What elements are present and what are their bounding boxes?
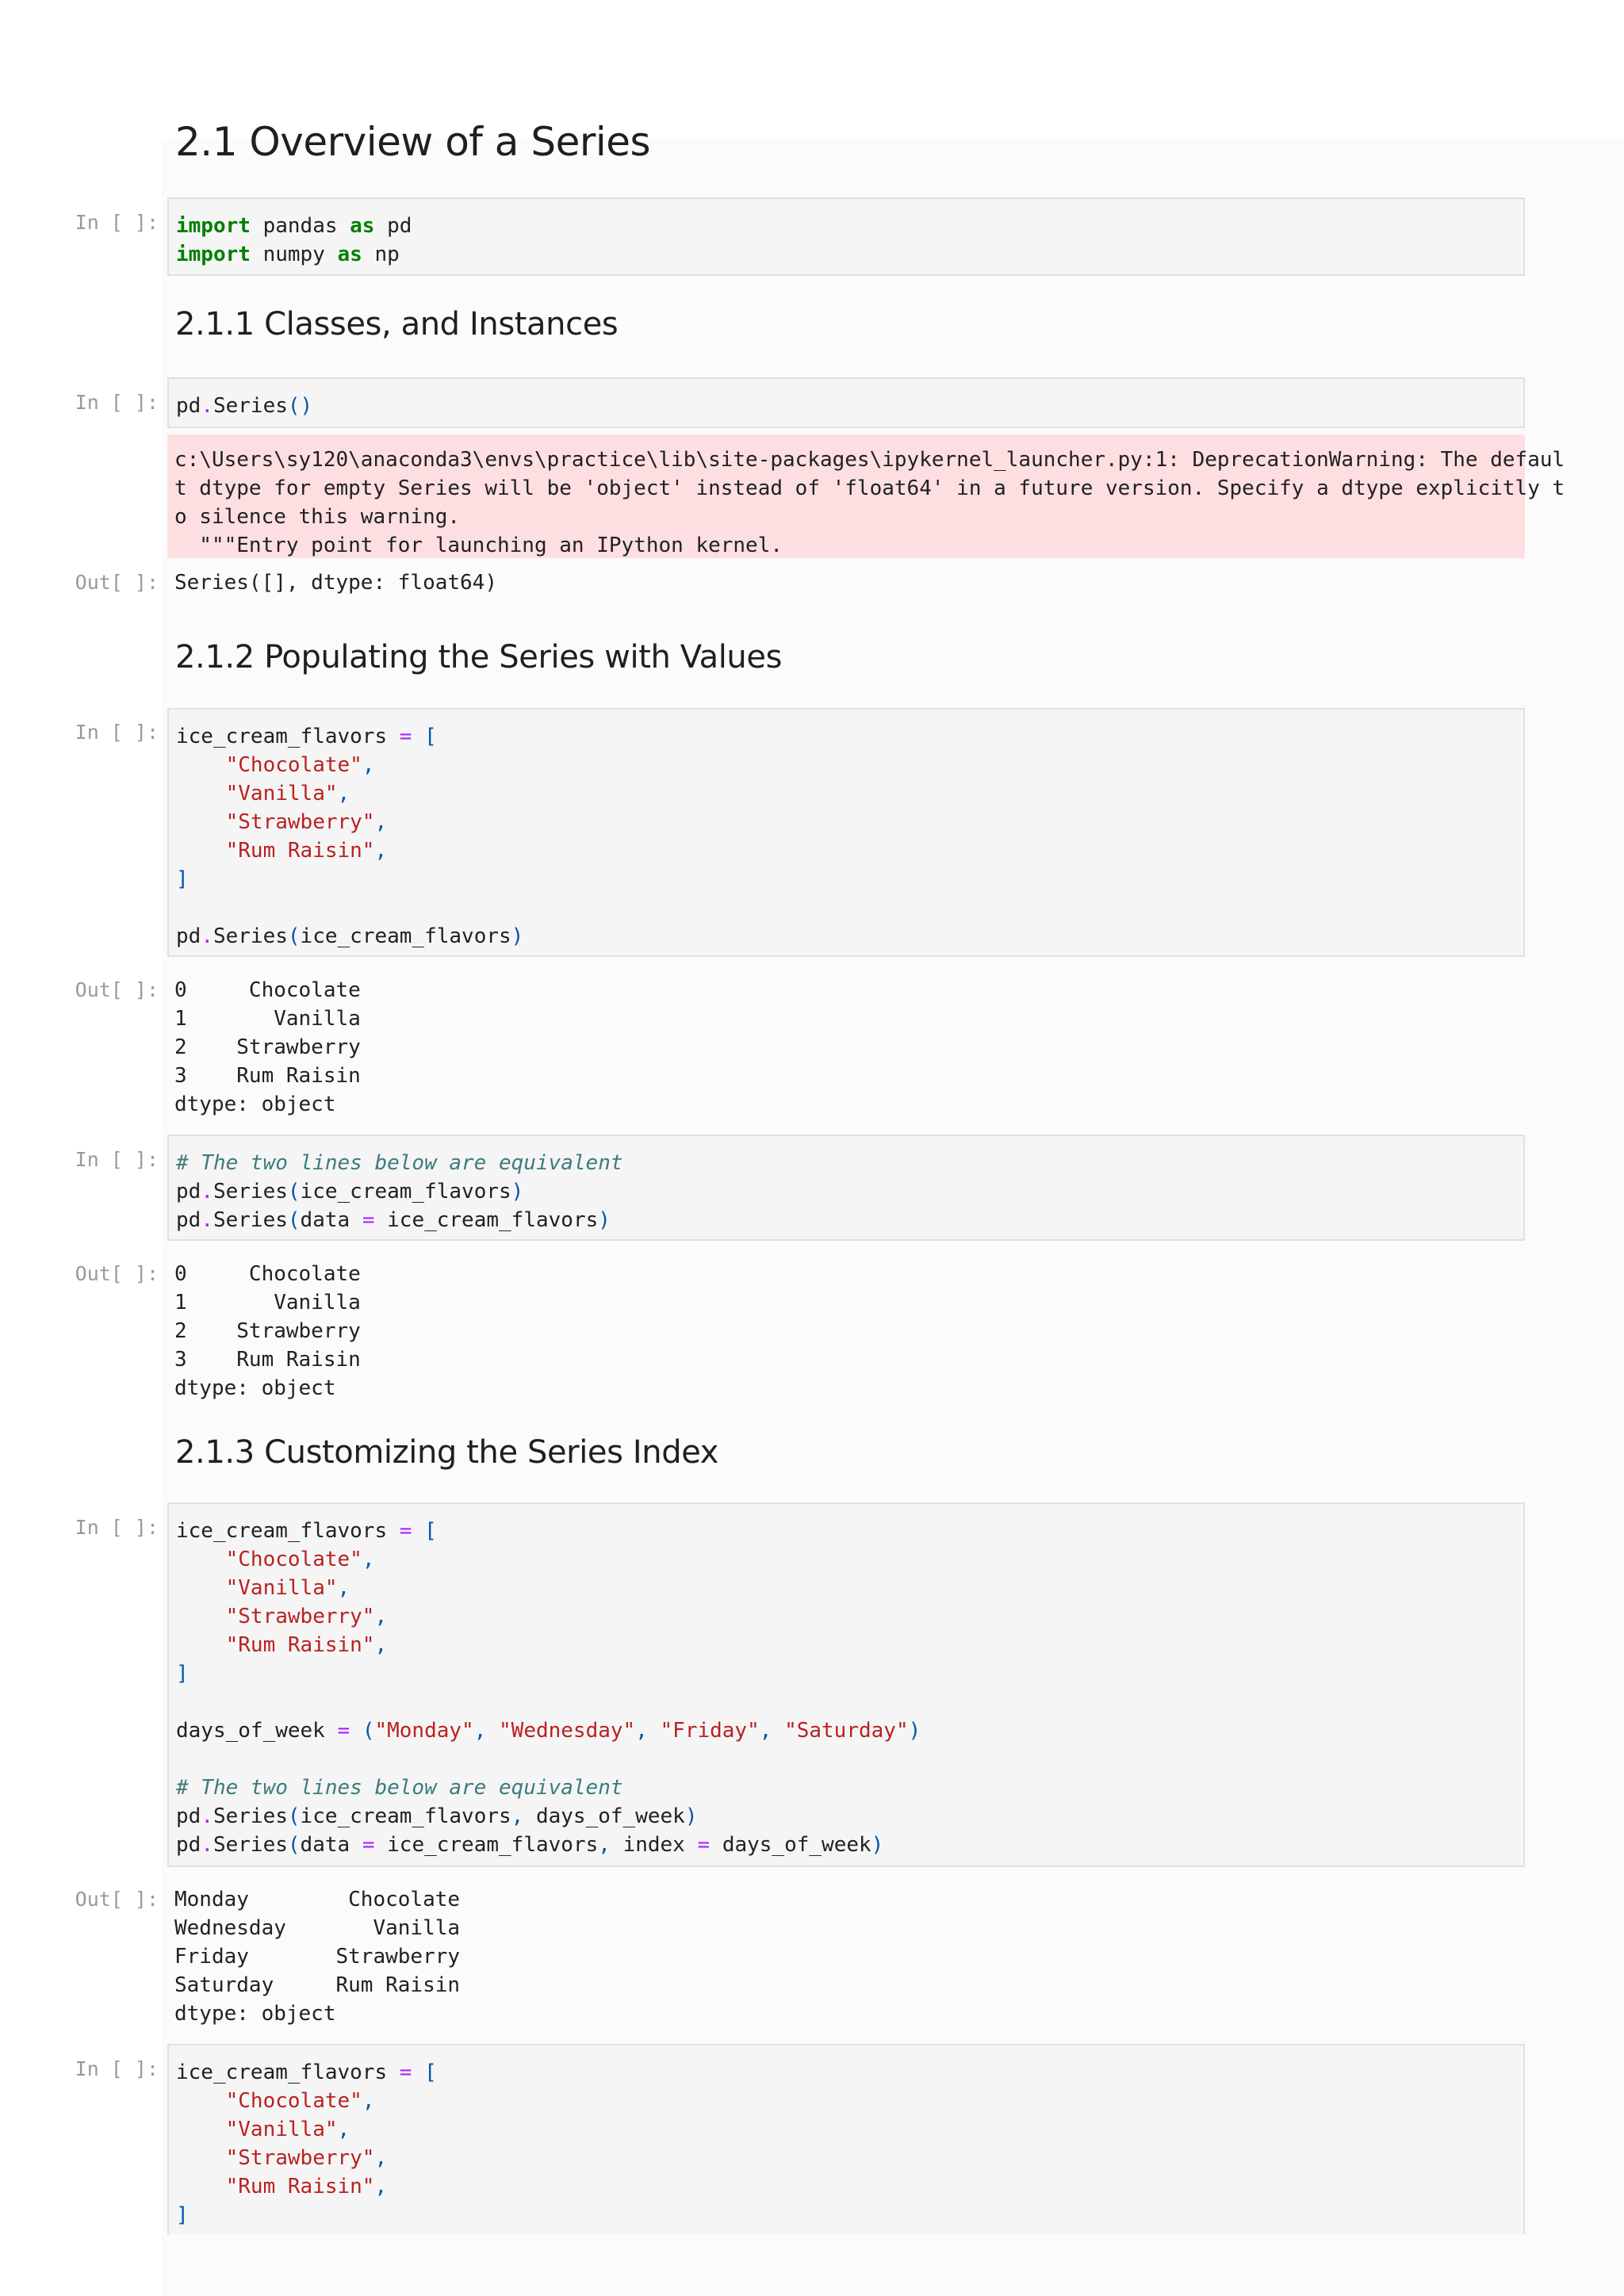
cell-output: [174, 976, 361, 1119]
code-token: ,: [374, 1633, 388, 1657]
code-token: as: [337, 243, 362, 266]
code-string: "Friday": [660, 1719, 760, 1743]
code-token: =: [337, 1719, 350, 1743]
output-prompt: Out[ ]:: [75, 1888, 159, 1911]
output-line: dtype: object: [174, 1376, 336, 1400]
code-token: (: [287, 924, 301, 948]
code-token: =: [399, 2061, 412, 2084]
code-token: ice_cream_flavors: [300, 924, 511, 948]
code-token: ,: [759, 1719, 772, 1743]
code-string: "Vanilla": [225, 782, 338, 806]
code-token: ,: [337, 2118, 350, 2141]
code-token: ,: [374, 2175, 388, 2198]
code-token: ): [300, 394, 313, 418]
input-prompt: In [ ]:: [75, 391, 159, 414]
output-prompt: Out[ ]:: [75, 1262, 159, 1285]
stderr-line: t dtype for empty Series will be 'object' instead of 'float64' in a future version. Specify a dtype explicitly t: [174, 476, 1565, 500]
output-line: 1 Vanilla: [174, 1291, 361, 1314]
input-prompt: In [ ]:: [75, 1148, 159, 1171]
code-string: "Chocolate": [225, 1548, 362, 1571]
code-token: ,: [337, 782, 350, 806]
code-token: np: [374, 243, 400, 266]
code-token: pd: [176, 1833, 201, 1857]
code-token: numpy: [262, 243, 325, 266]
code-token: =: [399, 1519, 412, 1543]
code-token: Series: [213, 1180, 288, 1203]
code-token: ice_cream_flavors: [387, 1833, 599, 1857]
code-token: =: [697, 1833, 710, 1857]
output-line: 3 Rum Raisin: [174, 1348, 361, 1372]
code-string: "Wednesday": [499, 1719, 636, 1743]
code-string: "Monday": [374, 1719, 474, 1743]
code-token: pd: [176, 1804, 201, 1828]
subsection-title: 2.1.2 Populating the Series with Values: [175, 639, 783, 675]
code-token: pd: [387, 214, 412, 238]
output-line: Monday Chocolate: [174, 1888, 461, 1911]
output-line: 2 Strawberry: [174, 1035, 361, 1059]
code-token: ,: [362, 2089, 375, 2113]
code-token: ]: [176, 2203, 189, 2227]
code-string: "Saturday": [784, 1719, 909, 1743]
output-line: dtype: object: [174, 2002, 336, 2026]
code-editor[interactable]: [167, 377, 1525, 428]
output-line: Saturday Rum Raisin: [174, 1973, 461, 1997]
code-token: =: [399, 725, 412, 748]
code-token: (: [287, 394, 301, 418]
code-token: days_of_week: [176, 1719, 325, 1743]
cell-output: [174, 1260, 361, 1402]
code-token: ,: [473, 1719, 487, 1743]
input-prompt: In [ ]:: [75, 1516, 159, 1539]
code-string: "Rum Raisin": [225, 839, 375, 863]
code-token: Series: [213, 1804, 288, 1828]
code-token: ,: [511, 1804, 524, 1828]
code-string: "Rum Raisin": [225, 2175, 375, 2198]
code-token: (: [287, 1804, 301, 1828]
code-token: Series: [213, 394, 288, 418]
code-token: ): [908, 1719, 921, 1743]
code-token: (: [287, 1833, 301, 1857]
code-token: Series: [213, 924, 288, 948]
stderr-line: o silence this warning.: [174, 505, 461, 529]
code-token: .: [201, 1833, 213, 1857]
code-token: .: [201, 1208, 213, 1232]
code-token: Series: [213, 1208, 288, 1232]
code-comment: # The two lines below are equivalent: [176, 1776, 623, 1800]
code-token: .: [201, 1180, 213, 1203]
code-editor[interactable]: [167, 2044, 1525, 2234]
subsection-title: 2.1.1 Classes, and Instances: [175, 306, 619, 342]
code-token: ice_cream_flavors: [176, 2061, 388, 2084]
code-token: Series: [213, 1833, 288, 1857]
code-token: ]: [176, 867, 189, 891]
code-string: "Strawberry": [225, 2146, 375, 2170]
code-token: days_of_week: [535, 1804, 685, 1828]
code-token: pd: [176, 924, 201, 948]
input-prompt: In [ ]:: [75, 2057, 159, 2080]
code-token: ice_cream_flavors: [300, 1804, 511, 1828]
code-token: ,: [374, 1605, 388, 1628]
code-string: "Strawberry": [225, 810, 375, 834]
code-token: ): [598, 1208, 611, 1232]
output-line: dtype: object: [174, 1093, 336, 1116]
code-token: [: [424, 2061, 437, 2084]
code-token: import: [176, 243, 251, 266]
code-token: ): [511, 1180, 524, 1203]
output-line: 2 Strawberry: [174, 1319, 361, 1343]
input-prompt: In [ ]:: [75, 211, 159, 234]
output-line: Wednesday Vanilla: [174, 1916, 461, 1940]
code-editor[interactable]: [167, 197, 1525, 276]
code-token: pd: [176, 394, 201, 418]
code-string: "Vanilla": [225, 2118, 338, 2141]
output-prompt: Out[ ]:: [75, 571, 159, 594]
code-string: "Vanilla": [225, 1576, 338, 1600]
code-token: index: [622, 1833, 685, 1857]
code-token: ,: [374, 839, 388, 863]
code-token: ,: [362, 1548, 375, 1571]
code-token: .: [201, 394, 213, 418]
code-token: (: [287, 1208, 301, 1232]
cell-output: [174, 1885, 460, 2028]
stderr-line: c:\Users\sy120\anaconda3\envs\practice\lib\site-packages\ipykernel_launcher.py:1: DeprecationWarning: The defaul: [174, 448, 1565, 472]
code-token: data: [300, 1833, 350, 1857]
code-token: days_of_week: [722, 1833, 871, 1857]
stderr-line: """Entry point for launching an IPython kernel.: [174, 534, 783, 557]
code-editor[interactable]: [167, 1502, 1525, 1867]
code-token: [: [424, 725, 437, 748]
code-token: as: [350, 214, 375, 238]
code-token: .: [201, 1804, 213, 1828]
code-token: ,: [635, 1719, 648, 1743]
subsection-title: 2.1.3 Customizing the Series Index: [175, 1434, 719, 1471]
code-token: ): [511, 924, 524, 948]
code-token: ,: [362, 753, 375, 777]
code-token: ice_cream_flavors: [387, 1208, 599, 1232]
code-string: "Strawberry": [225, 1605, 375, 1628]
code-token: (: [362, 1719, 375, 1743]
code-token: .: [201, 924, 213, 948]
code-token: [: [424, 1519, 437, 1543]
code-token: ): [871, 1833, 884, 1857]
code-token: ice_cream_flavors: [176, 725, 388, 748]
code-token: (: [287, 1180, 301, 1203]
code-string: "Chocolate": [225, 753, 362, 777]
code-token: pandas: [262, 214, 338, 238]
output-line: Friday Strawberry: [174, 1945, 461, 1969]
code-token: ): [684, 1804, 698, 1828]
output-line: 1 Vanilla: [174, 1007, 361, 1031]
code-token: =: [362, 1208, 375, 1232]
input-prompt: In [ ]:: [75, 721, 159, 744]
output-line: 0 Chocolate: [174, 1262, 361, 1286]
code-token: ice_cream_flavors: [176, 1519, 388, 1543]
code-comment: # The two lines below are equivalent: [176, 1151, 623, 1175]
cell-output: Series([], dtype: float64): [174, 571, 497, 595]
code-token: ,: [374, 2146, 388, 2170]
code-token: pd: [176, 1208, 201, 1232]
stderr-output: [167, 434, 1565, 558]
code-string: "Rum Raisin": [225, 1633, 375, 1657]
code-token: data: [300, 1208, 350, 1232]
code-token: ,: [598, 1833, 611, 1857]
code-token: import: [176, 214, 251, 238]
code-token: ,: [374, 810, 388, 834]
code-token: ice_cream_flavors: [300, 1180, 511, 1203]
code-editor[interactable]: [167, 1135, 1525, 1241]
code-string: "Chocolate": [225, 2089, 362, 2113]
code-token: =: [362, 1833, 375, 1857]
output-line: 0 Chocolate: [174, 978, 361, 1002]
code-token: pd: [176, 1180, 201, 1203]
code-editor[interactable]: [167, 708, 1525, 957]
output-prompt: Out[ ]:: [75, 978, 159, 1001]
section-title: 2.1 Overview of a Series: [175, 119, 651, 165]
code-token: ]: [176, 1662, 189, 1686]
output-line: 3 Rum Raisin: [174, 1064, 361, 1088]
code-token: ,: [337, 1576, 350, 1600]
